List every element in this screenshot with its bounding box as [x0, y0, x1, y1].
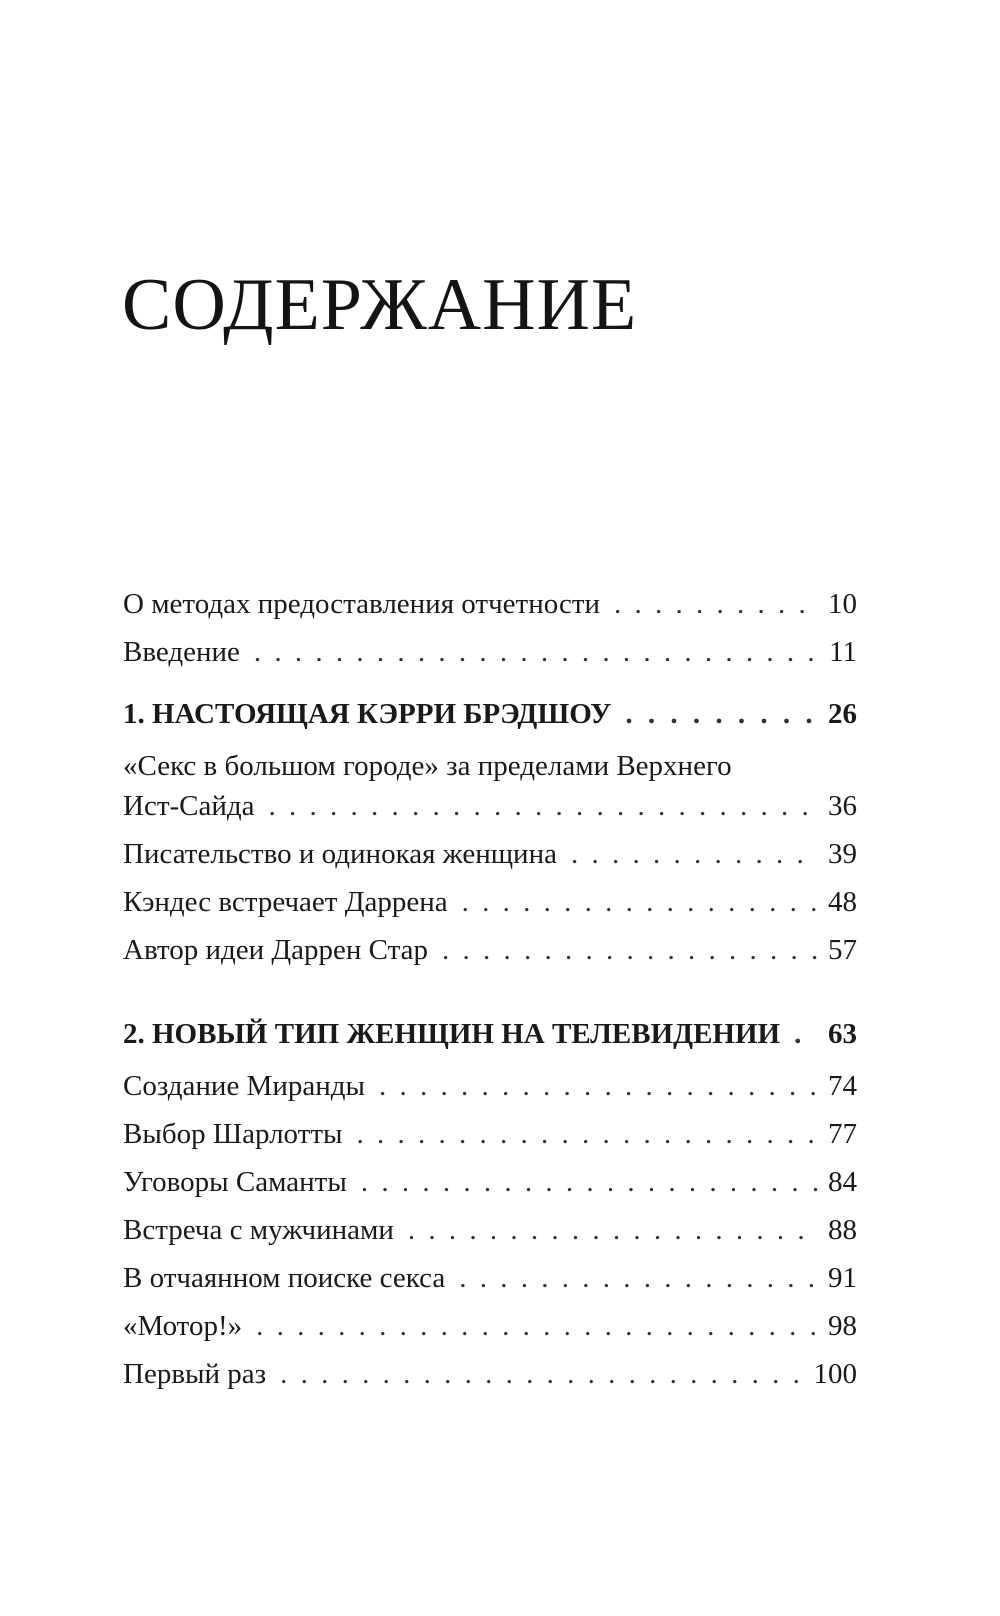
- toc-entry: [123, 746, 857, 826]
- toc-entry-label: Уговоры Саманты: [123, 1166, 347, 1198]
- toc-chapter-page: 26: [828, 698, 857, 730]
- toc-entry-page: 88: [828, 1214, 857, 1246]
- toc-entry-page: 74: [828, 1070, 857, 1102]
- dot-leader: [625, 694, 818, 734]
- toc-entry-label: Писательство и одинокая женщина: [123, 838, 557, 870]
- dot-leader: [361, 1162, 818, 1202]
- dot-leader: [794, 1014, 818, 1054]
- toc-chapter-label: 2. НОВЫЙ ТИП ЖЕНЩИН НА ТЕЛЕВИДЕНИИ: [123, 1018, 781, 1050]
- toc-chapter: [123, 1014, 857, 1054]
- toc-entry-page: 100: [813, 1358, 857, 1390]
- toc-chapter: [123, 694, 857, 734]
- toc-entry-page: 48: [828, 886, 857, 918]
- dot-leader: [269, 786, 818, 826]
- toc-entry-page: 57: [828, 934, 857, 966]
- toc-entry-label: В отчаянном поиске секса: [123, 1262, 446, 1294]
- toc-entry: [123, 1306, 857, 1346]
- toc-entry-label: Встреча с мужчинами: [123, 1214, 394, 1246]
- dot-leader: [254, 632, 819, 672]
- toc-entry-page: 39: [828, 838, 857, 870]
- toc-entry-label: Создание Миранды: [123, 1070, 365, 1102]
- toc-entry: [123, 1114, 857, 1154]
- dot-leader: [280, 1354, 803, 1394]
- toc-entry: [123, 584, 857, 624]
- toc-chapter-page: 63: [828, 1018, 857, 1050]
- toc-entry-label: Автор идеи Даррен Стар: [123, 934, 429, 966]
- toc-entry-page: 10: [828, 588, 857, 620]
- toc-entry-label: «Мотор!»: [123, 1310, 243, 1342]
- dot-leader: [408, 1210, 818, 1250]
- toc-chapter-label: 1. НАСТОЯЩАЯ КЭРРИ БРЭДШОУ: [123, 698, 612, 730]
- toc-entry: [123, 632, 857, 672]
- toc-entry-page: 11: [829, 636, 857, 668]
- toc-entry-label: Кэндес встречает Даррена: [123, 886, 448, 918]
- toc-entry: [123, 1210, 857, 1250]
- toc-entry-label: Введение: [123, 636, 240, 668]
- toc-entry: [123, 930, 857, 970]
- toc-entry: [123, 1258, 857, 1298]
- dot-leader: [379, 1066, 818, 1106]
- toc-entry-label-line2: Ист-Сайда: [123, 790, 255, 822]
- toc-entry: [123, 882, 857, 922]
- toc-entry: [123, 1162, 857, 1202]
- toc-entry: [123, 1066, 857, 1106]
- page-title: СОДЕРЖАНИЕ: [122, 264, 638, 346]
- toc-entry-page: 91: [828, 1262, 857, 1294]
- toc-entry: [123, 834, 857, 874]
- dot-leader: [442, 930, 818, 970]
- toc-entry-page: 36: [828, 790, 857, 822]
- dot-leader: [256, 1306, 818, 1346]
- toc-entry-label: Первый раз: [123, 1358, 267, 1390]
- dot-leader: [614, 584, 818, 624]
- table-of-contents: [123, 584, 857, 1402]
- toc-entry-page: 98: [828, 1310, 857, 1342]
- dot-leader: [462, 882, 818, 922]
- dot-leader: [357, 1114, 819, 1154]
- toc-entry-label: Выбор Шарлотты: [123, 1118, 343, 1150]
- toc-entry: [123, 1354, 857, 1394]
- toc-entry-label: О методах предоставления отчетности: [123, 588, 601, 620]
- dot-leader: [459, 1258, 818, 1298]
- dot-leader: [571, 834, 818, 874]
- toc-entry-page: 77: [828, 1118, 857, 1150]
- toc-entry-label-line1: «Секс в большом городе» за пределами Верхнего: [123, 750, 732, 782]
- toc-entry-page: 84: [828, 1166, 857, 1198]
